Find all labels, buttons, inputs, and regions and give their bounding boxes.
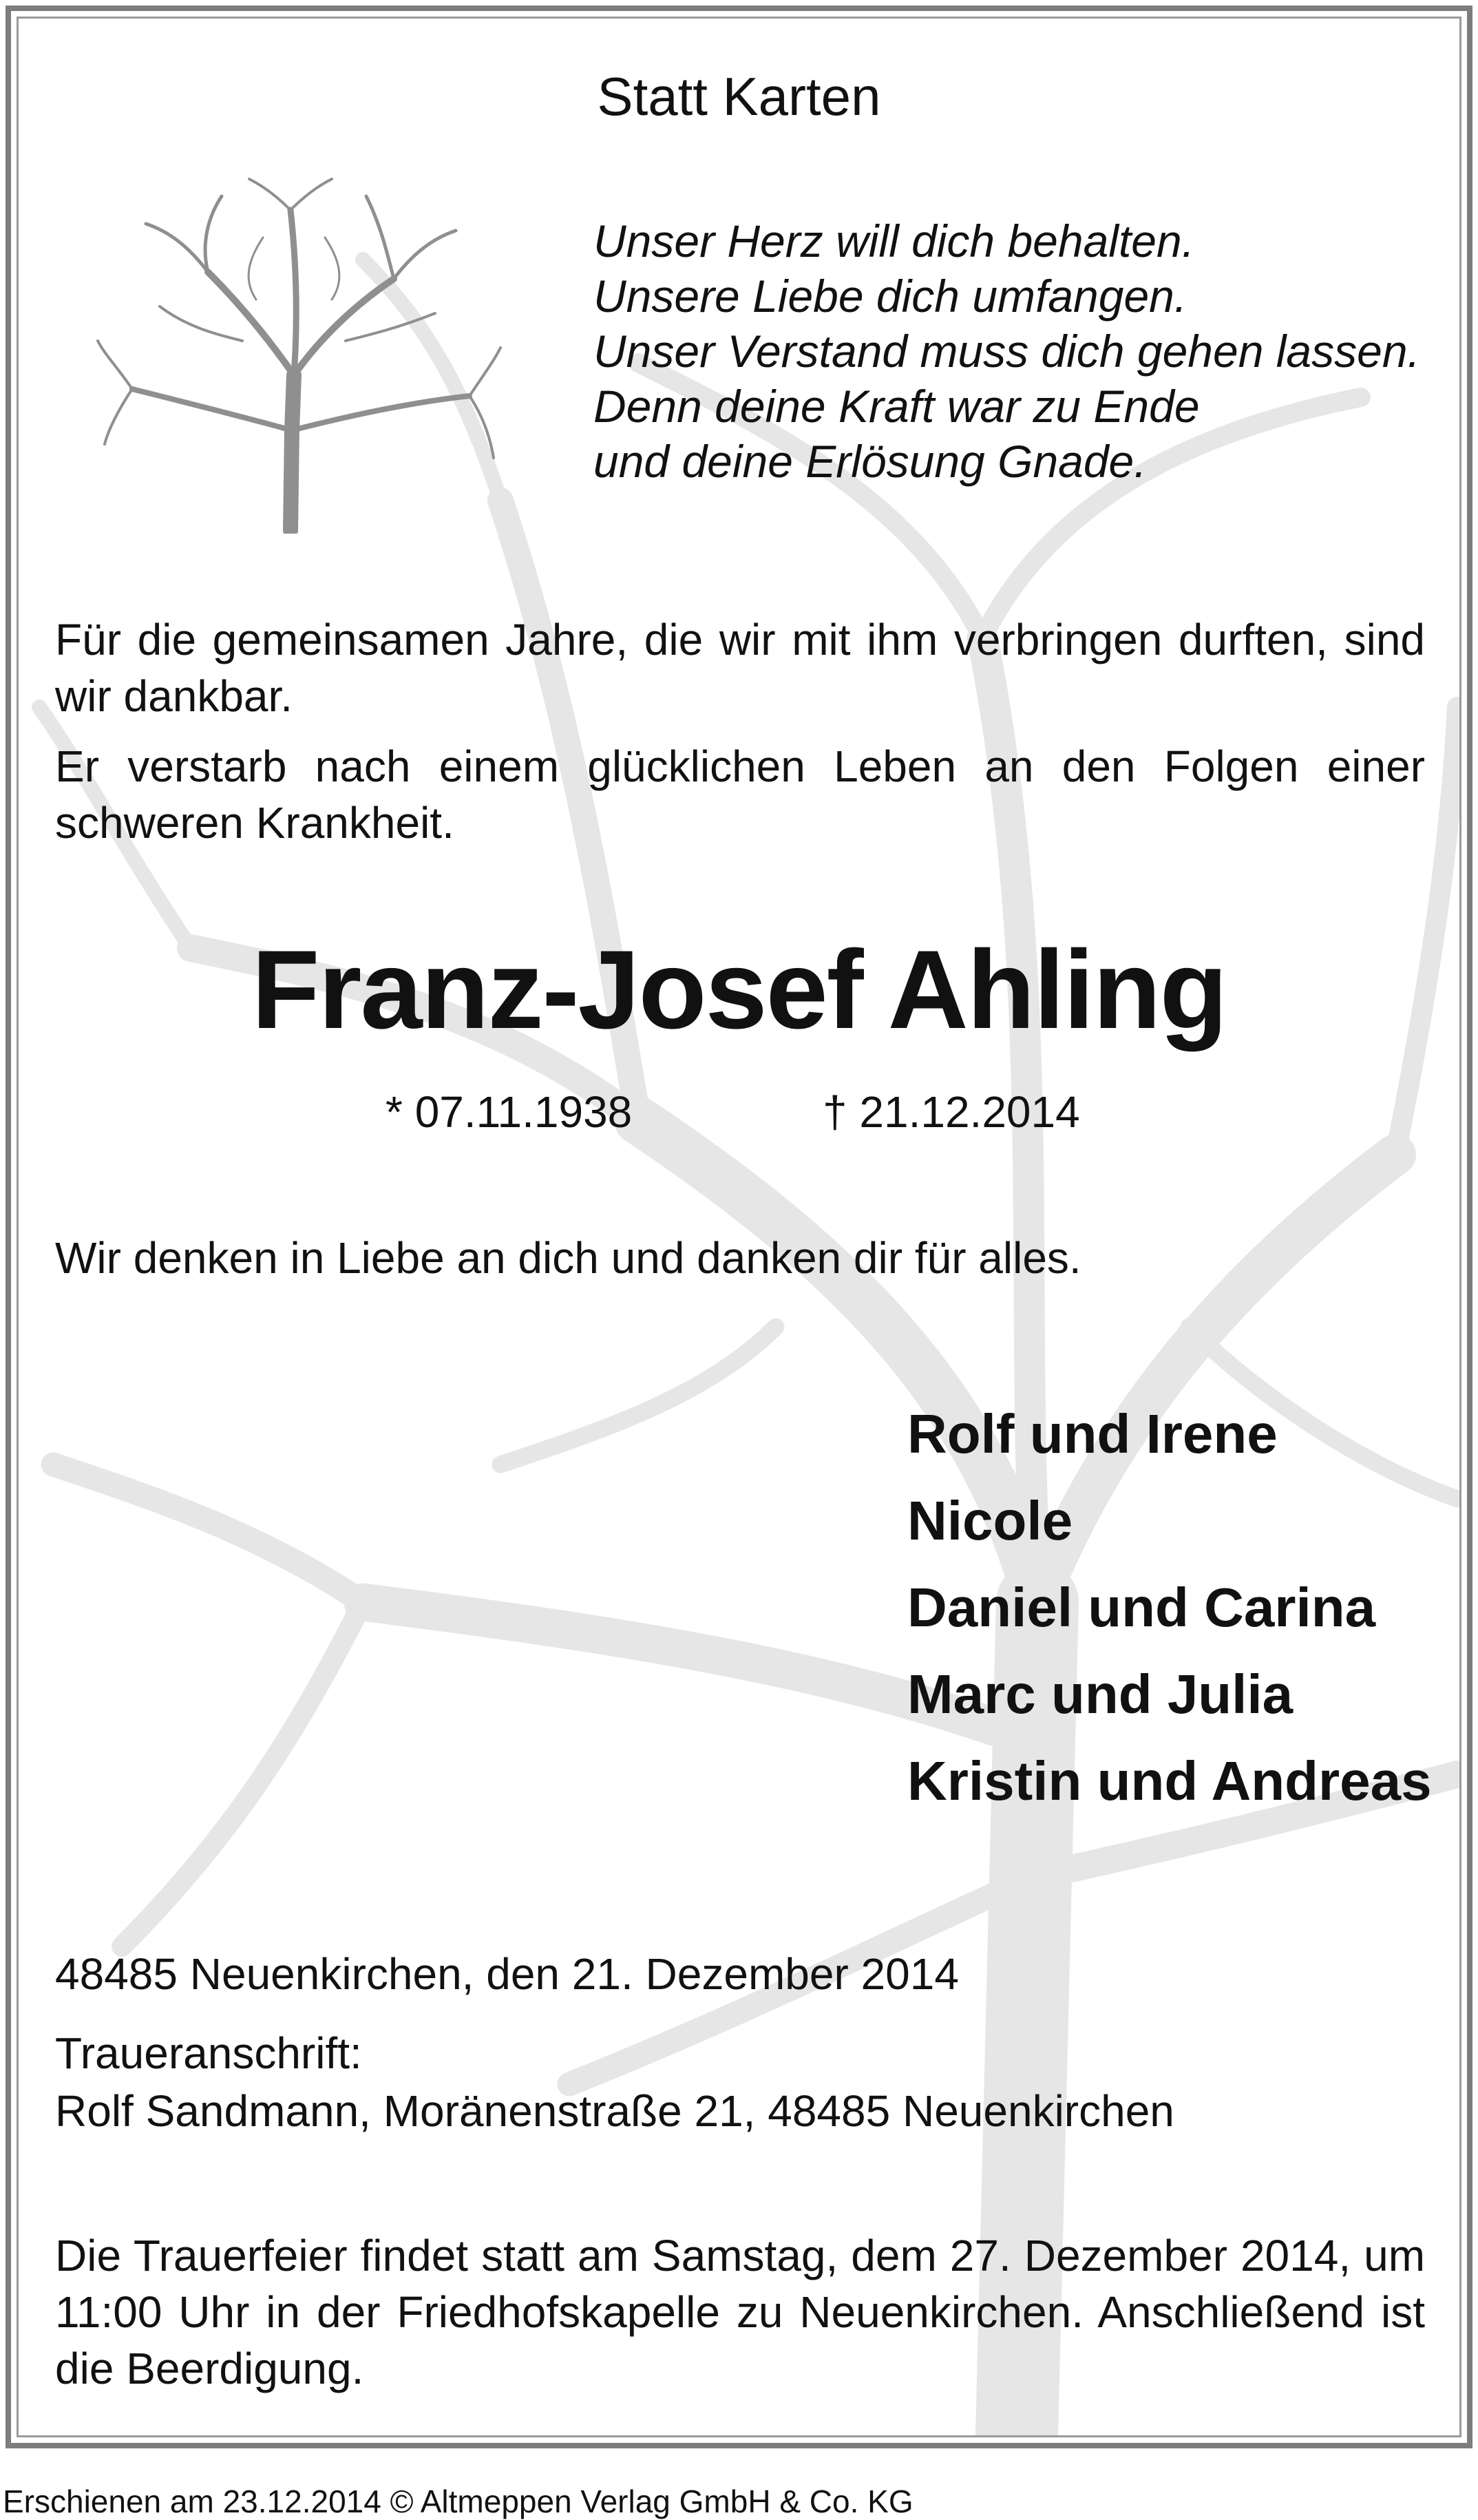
poem-verse xyxy=(593,213,1420,489)
family-member: Rolf und Irene xyxy=(907,1403,1278,1464)
family-member: Daniel und Carina xyxy=(907,1577,1376,1638)
mourning-address xyxy=(55,2024,1174,2140)
birth-date: * 07.11.1938 xyxy=(386,1087,633,1137)
place-date: 48485 Neuenkirchen, den 21. Dezember 2014 xyxy=(55,1949,959,1999)
family-list xyxy=(907,1391,1432,1825)
header-statt-karten: Statt Karten xyxy=(597,66,881,127)
passing-paragraph: Er verstarb nach einem glücklichen Leben an den Folgen einer schweren Krankheit. xyxy=(55,742,1425,848)
family-member: Marc und Julia xyxy=(907,1663,1294,1725)
verse-line: Denn deine Kraft war zu Ende xyxy=(593,381,1200,432)
tree-icon xyxy=(91,169,504,534)
address-label: Traueranschrift: xyxy=(55,2028,362,2078)
ceremony-info: Die Trauerfeier findet statt am Samstag, dem 27. Dezember 2014, um 11:00 Uhr in der Friedhofskapelle zu Neuenkirchen. Anschließend ist die Beerdigung. xyxy=(55,2231,1425,2393)
verse-line: Unser Verstand muss dich gehen lassen. xyxy=(593,326,1420,377)
address-value: Rolf Sandmann, Moränenstraße 21, 48485 Neuenkirchen xyxy=(55,2086,1174,2136)
closing-line: Wir denken in Liebe an dich und danken dir für alles. xyxy=(55,1233,1081,1283)
publication-footer: Erschienen am 23.12.2014 © Altmeppen Verlag GmbH & Co. KG xyxy=(3,2484,914,2519)
family-member: Nicole xyxy=(907,1490,1073,1551)
death-date: † 21.12.2014 xyxy=(823,1087,1080,1137)
verse-line: Unser Herz will dich behalten. xyxy=(593,216,1195,266)
gratitude-paragraph: Für die gemeinsamen Jahre, die wir mit ihm verbringen durften, sind wir dankbar. xyxy=(55,615,1425,721)
deceased-name: Franz-Josef Ahling xyxy=(251,927,1227,1052)
verse-line: Unsere Liebe dich umfangen. xyxy=(593,271,1187,322)
family-member: Kristin und Andreas xyxy=(907,1750,1432,1812)
verse-line: und deine Erlösung Gnade. xyxy=(593,436,1147,487)
